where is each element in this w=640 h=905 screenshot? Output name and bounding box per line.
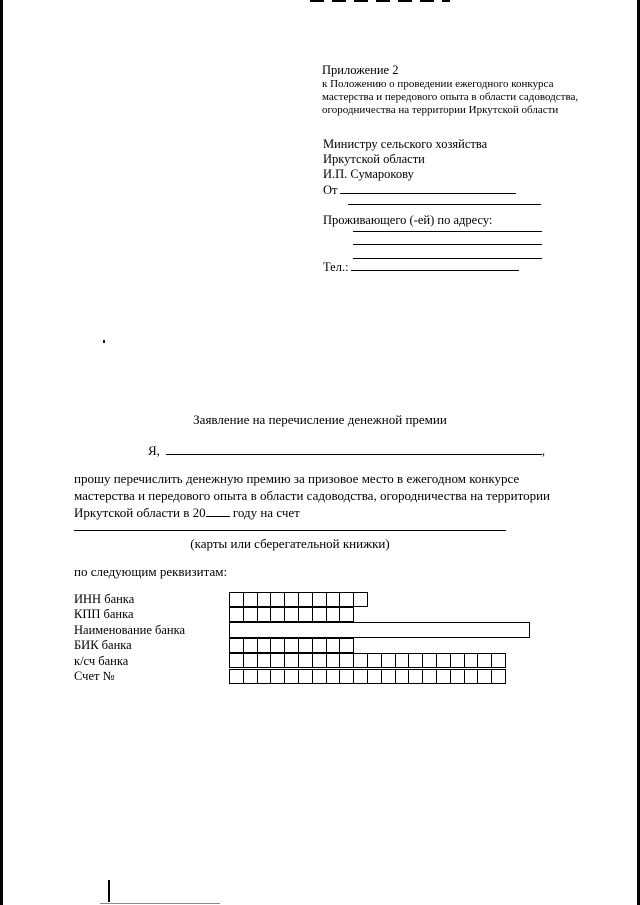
digit-cell[interactable]: [326, 669, 341, 684]
digit-cell[interactable]: [326, 653, 341, 668]
digit-cell[interactable]: [381, 653, 396, 668]
digit-cell[interactable]: [477, 669, 492, 684]
addressee-line-3: И.П. Сумарокову: [323, 167, 414, 181]
address-field-1[interactable]: [353, 231, 542, 232]
digit-cell[interactable]: [464, 669, 479, 684]
scan-artifact-top: [310, 0, 450, 2]
digit-cell[interactable]: [257, 607, 272, 622]
digit-cell[interactable]: [298, 669, 313, 684]
digit-cell[interactable]: [436, 653, 451, 668]
digit-cell[interactable]: [257, 638, 272, 653]
digit-cell[interactable]: [284, 592, 299, 607]
digit-cell[interactable]: [395, 653, 410, 668]
digit-cell[interactable]: [229, 592, 244, 607]
digit-cell[interactable]: [257, 653, 272, 668]
digit-cell[interactable]: [284, 638, 299, 653]
addressee-line-2: Иркутской области: [323, 152, 425, 166]
application-title: Заявление на перечисление денежной премии: [193, 412, 447, 427]
inn-cells[interactable]: [229, 592, 367, 607]
digit-cell[interactable]: [367, 669, 382, 684]
digit-cell[interactable]: [243, 653, 258, 668]
inn-label: ИНН банка: [74, 592, 135, 606]
account-label: Счет №: [74, 669, 115, 684]
scan-artifact-bottom: [108, 880, 110, 902]
by-details-label: по следующим реквизитам:: [74, 564, 228, 579]
digit-cell[interactable]: [491, 669, 506, 684]
phone-row: [323, 259, 519, 275]
digit-cell[interactable]: [243, 669, 258, 684]
digit-cell[interactable]: [477, 653, 492, 668]
phone-label: Тел.:: [323, 260, 349, 274]
digit-cell[interactable]: [339, 653, 354, 668]
digit-cell[interactable]: [353, 592, 368, 607]
corr-account-label: к/сч банка: [74, 653, 129, 668]
appendix-line-1: к Положению о проведении ежегодного конкурса: [322, 78, 554, 90]
account-field[interactable]: [74, 530, 506, 531]
body-line-3-start: Иркутской области в 20: [74, 505, 206, 520]
digit-cell[interactable]: [353, 653, 368, 668]
digit-cell[interactable]: [270, 638, 285, 653]
requisites-labels: [74, 592, 185, 684]
bank-name-field[interactable]: [229, 622, 530, 638]
digit-cell[interactable]: [408, 653, 423, 668]
digit-cell[interactable]: [339, 669, 354, 684]
body-line-1: прошу перечислить денежную премию за призовое место в ежегодном конкурсе: [74, 471, 520, 486]
digit-cell[interactable]: [312, 607, 327, 622]
digit-cell[interactable]: [298, 653, 313, 668]
appendix-block: [322, 64, 578, 117]
digit-cell[interactable]: [270, 653, 285, 668]
digit-cell[interactable]: [243, 607, 258, 622]
digit-cell[interactable]: [464, 653, 479, 668]
digit-cell[interactable]: [367, 653, 382, 668]
kpp-label: КПП банка: [74, 607, 134, 622]
scan-artifact-bottom-line: [100, 903, 220, 904]
digit-cell[interactable]: [450, 669, 465, 684]
digit-cell[interactable]: [353, 669, 368, 684]
digit-cell[interactable]: [284, 653, 299, 668]
account-cells[interactable]: [229, 669, 505, 684]
account-caption: (карты или сберегательной книжки): [190, 536, 390, 551]
digit-cell[interactable]: [312, 669, 327, 684]
digit-cell[interactable]: [243, 638, 258, 653]
body-line-3: [74, 504, 554, 521]
application-body: [74, 470, 554, 521]
from-label: От: [323, 183, 338, 197]
appendix-title: Приложение 2: [322, 63, 399, 77]
body-line-2: мастерства и передового опыта в области садоводства, огородничества на территории: [74, 488, 550, 503]
from-name-field-2[interactable]: [348, 204, 541, 205]
digit-cell[interactable]: [395, 669, 410, 684]
digit-cell[interactable]: [422, 669, 437, 684]
appendix-line-3: огородничества на территории Иркутской области: [322, 104, 559, 116]
phone-field[interactable]: [351, 259, 519, 271]
digit-cell[interactable]: [339, 638, 354, 653]
applicant-name-field[interactable]: [166, 443, 542, 455]
bik-label: БИК банка: [74, 638, 132, 653]
digit-cell[interactable]: [284, 669, 299, 684]
body-line-3-end: году на счет: [232, 505, 300, 520]
digit-cell[interactable]: [339, 607, 354, 622]
addressee-line-1: Министру сельского хозяйства: [323, 137, 488, 151]
digit-cell[interactable]: [284, 607, 299, 622]
ya-label: Я,: [148, 443, 160, 458]
digit-cell[interactable]: [326, 638, 341, 653]
digit-cell[interactable]: [270, 669, 285, 684]
digit-cell[interactable]: [257, 592, 272, 607]
digit-cell[interactable]: [229, 653, 244, 668]
digit-cell[interactable]: [312, 592, 327, 607]
digit-cell[interactable]: [298, 607, 313, 622]
digit-cell[interactable]: [298, 638, 313, 653]
digit-cell[interactable]: [270, 592, 285, 607]
digit-cell[interactable]: [229, 638, 244, 653]
digit-cell[interactable]: [381, 669, 396, 684]
appendix-line-2: мастерства и передового опыта в области садоводства,: [322, 91, 579, 103]
addressee-block: [323, 137, 516, 228]
digit-cell[interactable]: [408, 669, 423, 684]
digit-cell[interactable]: [229, 607, 244, 622]
digit-cell[interactable]: [436, 669, 451, 684]
digit-cell[interactable]: [450, 653, 465, 668]
address-label: Проживающего (-ей) по адресу:: [323, 213, 493, 227]
bank-name-label: Наименование банка: [74, 622, 186, 637]
digit-cell[interactable]: [243, 592, 258, 607]
scan-speck: [103, 340, 105, 343]
page-edge-left: [0, 0, 3, 905]
from-row: [323, 182, 516, 198]
digit-cell[interactable]: [326, 592, 341, 607]
digit-cell[interactable]: [491, 653, 506, 668]
digit-cell[interactable]: [422, 653, 437, 668]
digit-cell[interactable]: [312, 638, 327, 653]
bik-cells[interactable]: [229, 638, 353, 653]
address-field-2[interactable]: [353, 244, 542, 245]
digit-cell[interactable]: [229, 669, 244, 684]
corr-account-cells[interactable]: [229, 653, 505, 668]
digit-cell[interactable]: [339, 592, 354, 607]
digit-cell[interactable]: [312, 653, 327, 668]
digit-cell[interactable]: [257, 669, 272, 684]
ya-row: [148, 443, 545, 459]
kpp-cells[interactable]: [229, 607, 353, 622]
digit-cell[interactable]: [270, 607, 285, 622]
from-name-field[interactable]: [340, 182, 516, 194]
digit-cell[interactable]: [326, 607, 341, 622]
ya-comma: ,: [541, 443, 546, 458]
year-field[interactable]: [206, 505, 230, 517]
digit-cell[interactable]: [298, 592, 313, 607]
